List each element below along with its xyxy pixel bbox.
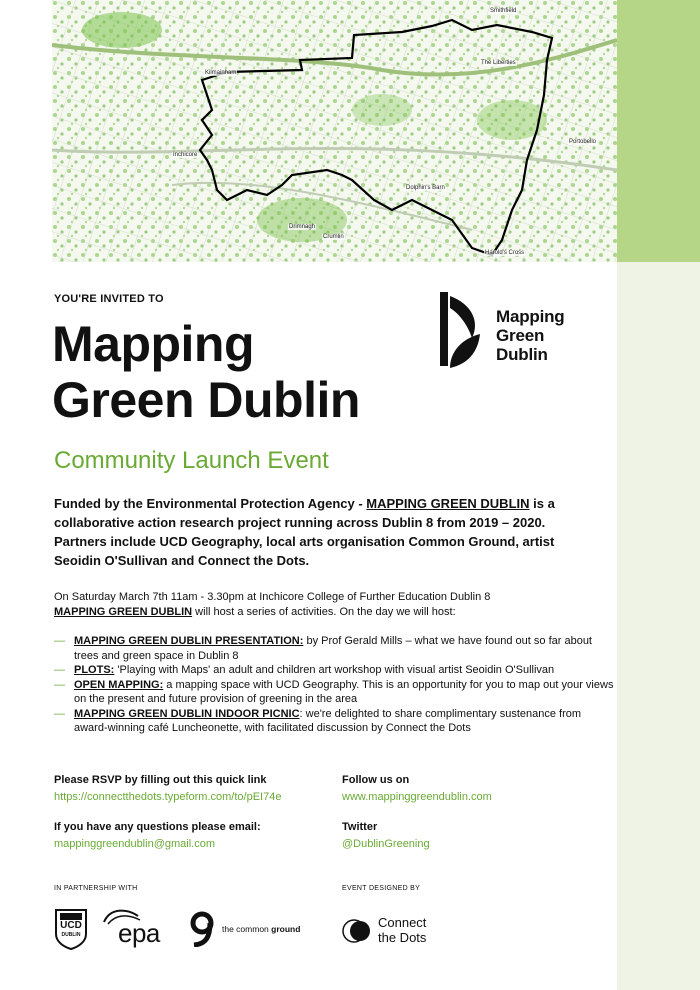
activity-text: 'Playing with Maps' an adult and children art workshop with visual artist Seoidin O'Sullivan <box>114 664 555 676</box>
common-ground-text <box>222 924 300 934</box>
email-link[interactable]: mappinggreendublin@gmail.com <box>54 838 215 850</box>
list-item <box>54 663 614 678</box>
connect-the-dots-logo <box>342 912 452 948</box>
invited-label: YOU'RE INVITED TO <box>54 293 164 305</box>
map-label-dolphins-barn: Dolphin's Barn <box>406 185 445 191</box>
rsvp-link[interactable]: https://connectthedots.typeform.com/to/pEI74e <box>54 791 282 803</box>
activity-title: PLOTS: <box>74 664 115 676</box>
map-label-drimnagh: Drimnagh <box>289 224 316 230</box>
logo-line-2: Green <box>496 326 545 345</box>
common-ground-prefix: the common <box>222 924 272 934</box>
map-label-crumlin: Crumlin <box>323 234 344 240</box>
details-highlight: MAPPING GREEN DUBLIN <box>54 605 193 618</box>
ucd-text: UCD <box>60 920 82 931</box>
common-ground-bold: ground <box>271 924 301 934</box>
sidebar-accent-block <box>617 0 700 262</box>
logo-wordmark <box>496 307 564 364</box>
event-date-line: On Saturday March 7th 11am - 3.30pm at Inchicore College of Further Education Dublin 8 <box>54 591 491 603</box>
connect-dots-circles-icon <box>342 916 372 946</box>
ucd-logo <box>54 908 88 950</box>
logo-line-3: Dublin <box>496 345 548 364</box>
list-item <box>54 678 614 707</box>
logo-line-1: Mapping <box>496 307 565 326</box>
partnership-label: IN PARTNERSHIP WITH <box>54 885 138 892</box>
dash-bullet: — <box>54 635 65 647</box>
map-graphic <box>52 0 617 262</box>
rsvp-label: Please RSVP by filling out this quick link <box>54 774 267 786</box>
activity-title: OPEN MAPPING: <box>74 678 164 691</box>
event-subtitle: Community Launch Event <box>54 447 329 474</box>
ctd-line-2: the Dots <box>378 930 427 945</box>
dash-bullet: — <box>54 678 65 691</box>
activity-title: MAPPING GREEN DUBLIN PRESENTATION: <box>74 635 304 647</box>
details-line-2: will host a series of activities. On the day we will host: <box>192 605 456 618</box>
dublin8-map <box>52 0 617 262</box>
dash-bullet: — <box>54 664 65 676</box>
map-label-smithfield: Smithfield <box>490 8 517 14</box>
designed-by-label: EVENT DESIGNED BY <box>342 885 421 892</box>
intro-part-2: is a collaborative action research project running across Dublin 8 from 2019 – 2020. Partners include UCD Geography, local arts organisation Common Ground, artist Seoidin O'Sullivan and Connect the Dots. <box>54 496 555 568</box>
email-label: If you have any questions please email: <box>54 821 261 833</box>
common-ground-logo <box>188 911 318 947</box>
title-line-2: Green Dublin <box>52 372 360 428</box>
activity-text: by Prof Gerald Mills – what we have found out so far about trees and green space in Dublin 8 <box>74 635 592 662</box>
epa-logo <box>102 906 172 952</box>
activities-list <box>54 634 614 736</box>
intro-part-1: Funded by the Environmental Protection Agency - <box>54 496 367 511</box>
activity-text: : we're delighted to share complimentary sustenance from award-winning café Luncheonette, with facilitated discussion by Connect the Dots <box>74 707 582 734</box>
map-label-inchicore: Inchicore <box>173 152 198 158</box>
ucd-dublin-text: DUBLIN <box>61 932 81 938</box>
page-title <box>52 316 360 428</box>
event-host-line <box>54 605 614 620</box>
map-label-portobello: Portobello <box>569 139 597 145</box>
website-link[interactable]: www.mappinggreendublin.com <box>342 791 492 803</box>
title-line-1: Mapping <box>52 316 255 372</box>
list-item <box>54 707 614 736</box>
dash-bullet: — <box>54 707 65 720</box>
list-item <box>54 634 614 663</box>
activity-title: MAPPING GREEN DUBLIN INDOOR PICNIC <box>74 707 300 720</box>
event-details <box>54 590 614 619</box>
common-ground-g-icon <box>188 911 216 947</box>
follow-label: Follow us on <box>342 774 410 786</box>
mapping-green-dublin-logo <box>438 290 598 370</box>
map-label-harolds-cross: Harold's Cross <box>485 250 525 256</box>
ctd-wordmark <box>378 915 426 945</box>
twitter-link[interactable]: @DublinGreening <box>342 838 430 850</box>
ctd-line-1: Connect <box>378 915 427 930</box>
activity-text: a mapping space with UCD Geography. This is an opportunity for you to map out your views on the present and future provision of greening in the area <box>74 678 614 705</box>
intro-highlight: MAPPING GREEN DUBLIN <box>366 496 530 511</box>
leaf-logo-icon <box>438 290 486 370</box>
epa-text: epa <box>118 918 160 948</box>
map-label-kilmainham: Kilmainham <box>205 70 237 76</box>
map-label-liberties: The Liberties <box>481 60 516 66</box>
intro-paragraph <box>54 494 594 570</box>
twitter-label: Twitter <box>342 821 378 833</box>
